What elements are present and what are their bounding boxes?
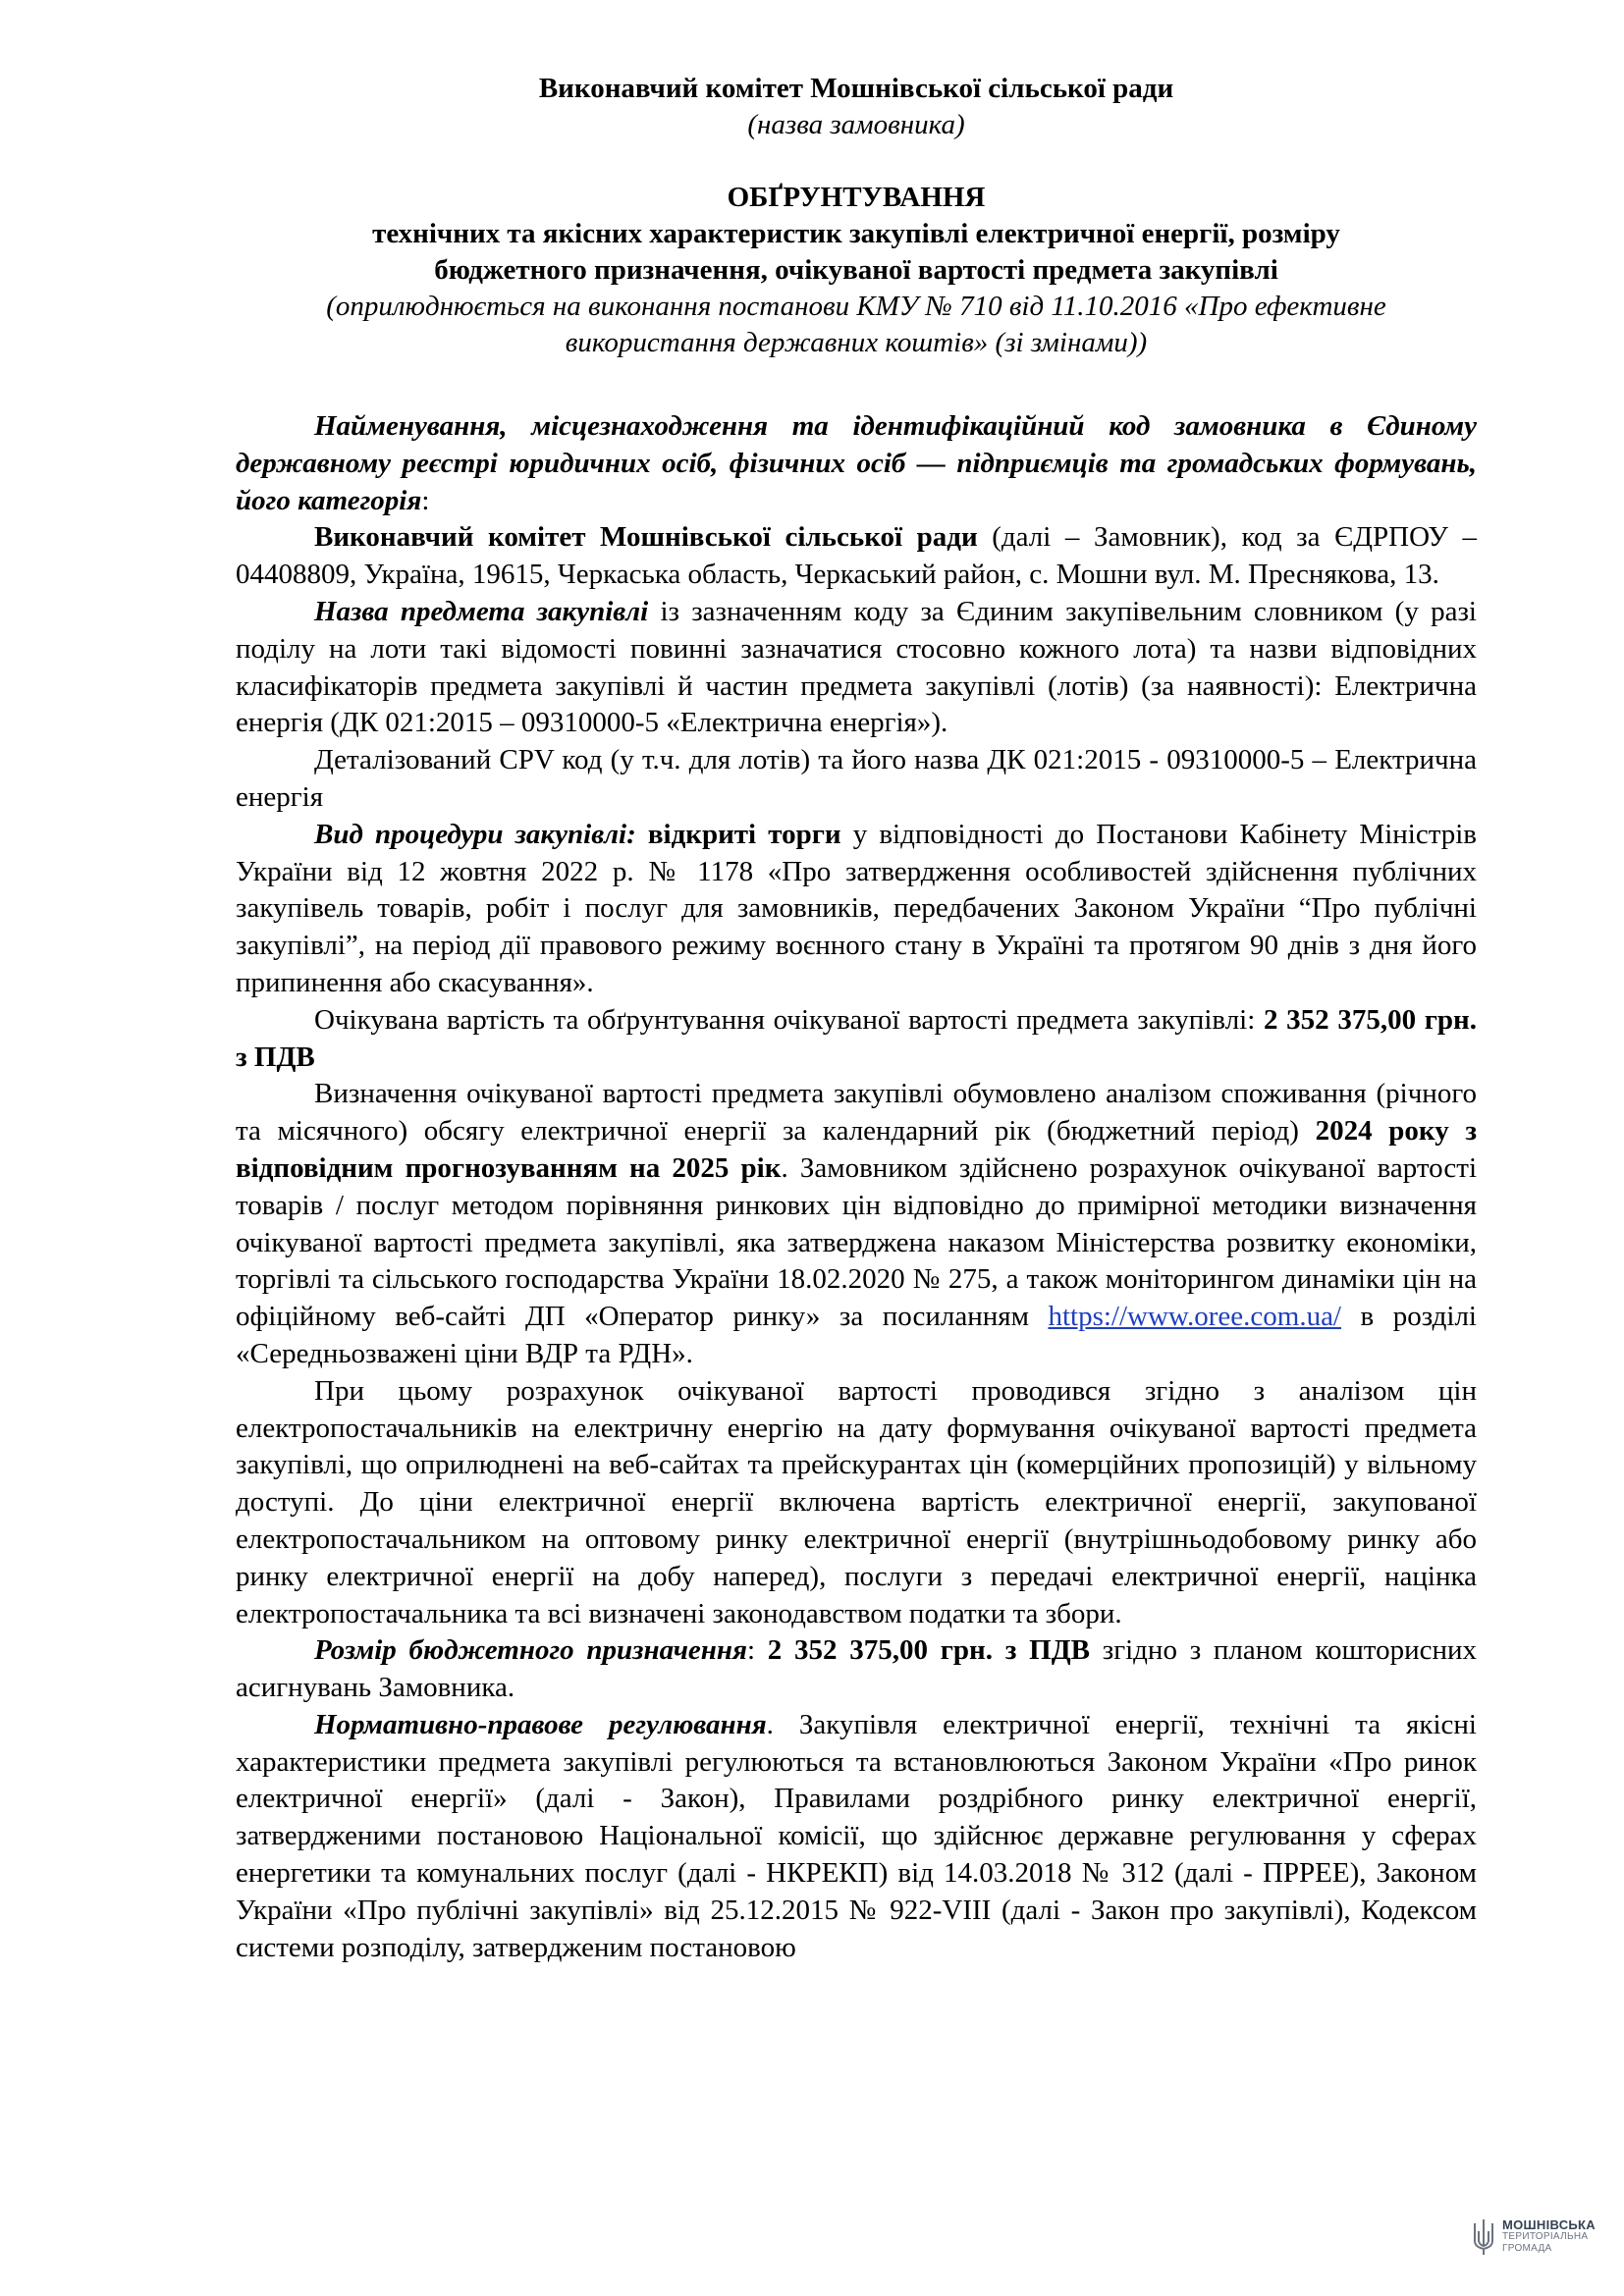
paragraph-procedure: Вид процедури закупівлі: відкриті торги у відповідності до Постанови Кабінету Міністрів України від 12 жовтня 2022 р. № 1178 «Про затвердження особливостей здійснення публічних закупівель товарів, робіт і послуг для замовників, передбачених Законом України “Про публічні закупівлі”, на період дії правового режиму воєнного стану в Україні та протягом 90 днів з дня його припинення або скасування». xyxy=(236,818,1477,998)
document-subtitle-line2: бюджетного призначення, очікуваної вартості предмета закупівлі xyxy=(434,254,1278,286)
regulation-label: Нормативно-правове регулювання xyxy=(314,1708,767,1740)
forecast-period: 2024 року з відповідним прогнозуванням на 2025 рік xyxy=(236,1115,1477,1184)
document-note-line2: використання державних коштів» (зі змінами)) xyxy=(565,327,1148,358)
document-page xyxy=(236,71,1477,1966)
paragraph-customer-details: Виконавчий комітет Мошнівської сільської ради (далі – Замовник), код за ЄДРПОУ – 04408809, Україна, 19615, Черкаська область, Черкаський район, с. Мошни вул. М. Преснякова, 13. xyxy=(236,521,1477,591)
customer-name-inline: Виконавчий комітет Мошнівської сільської ради xyxy=(314,521,978,554)
budget-label: Розмір бюджетного призначення xyxy=(314,1634,747,1667)
paragraph-customer-info: Найменування, місцезнаходження та ідентифікаційний код замовника в Єдиному державному реєстрі юридичних осіб, фізичних осіб — підприємців та громадських формувань, його категорія: xyxy=(236,410,1477,516)
trident-icon xyxy=(1471,2217,1496,2257)
document-subtitle-line1: технічних та якісних характеристик закупівлі електричної енергії, розміру xyxy=(372,218,1340,249)
community-logo xyxy=(1471,2214,1618,2261)
customer-name: Виконавчий комітет Мошнівської сільської ради xyxy=(538,73,1174,104)
paragraph-price-analysis: При цьому розрахунок очікуваної вартості проводився згідно з аналізом цін електропостачальників на електричну енергію на дату формування очікуваної вартості предмета закупівлі, що оприлюднені на веб-сайтах та прейскурантах цін (комерційних пропозицій) у вільному доступі. До ціни електричної енергії включена вартість електричної енергії, закупованої електропостачальником на оптовому ринку електричної енергії (внутрішньодобовому ринку або ринку електричної енергії на добу наперед), послуги з передачі електричної енергії, націнка електропостачальника та всі визначені законодавством податки та збори. xyxy=(236,1374,1477,1629)
document-title: ОБҐРУНТУВАННЯ xyxy=(727,182,986,213)
document-header xyxy=(236,71,1477,361)
paragraph-regulation: Нормативно-правове регулювання. Закупівля електричної енергії, технічні та якісні характеристики предмета закупівлі регулюються та встановлюються Законом України «Про ринок електричної енергії» (далі - Закон), Правилами роздрібного ринку електричної енергії, затвердженими постановою Національної комісії, що здійснює державне регулювання у сферах енергетики та комунальних послуг (далі - НКРЕКП) від 14.03.2018 № 312 (далі - ПРРЕЕ), Законом України «Про публічні закупівлі» від 25.12.2015 № 922-VIII (далі - Закон про закупівлі), Кодексом системи розподілу, затвердженим постановою xyxy=(236,1708,1477,1963)
expected-value-amount: 2 352 375,00 грн. з ПДВ xyxy=(236,1003,1477,1073)
document-note-line1: (оприлюднюється на виконання постанови КМУ № 710 від 11.10.2016 «Про ефективне xyxy=(326,291,1386,322)
paragraph-cpv: Деталізований CPV код (у т.ч. для лотів) та його назва ДК 021:2015 - 09310000-5 – Електрична енергія xyxy=(236,744,1477,813)
document-body xyxy=(236,408,1477,1966)
paragraph-value-justification: Визначення очікуваної вартості предмета закупівлі обумовлено аналізом споживання (річного та місячного) обсягу електричної енергії за календарний рік (бюджетний період) 2024 року з відповідним прогнозуванням на 2025 рік. Замовником здійснено розрахунок очікуваної вартості товарів / послуг методом порівняння ринкових цін відповідно до примірної методики визначення очікуваної вартості предмета закупівлі, яка затверджена наказом Міністерства розвитку економіки, торгівлі та сільського господарства України 18.02.2020 № 275, а також моніторингом динаміки цін на офіційному веб-сайті ДП «Оператор ринку» за посиланням https://www.oree.com.ua/ в розділі «Середньозважені ціни ВДР та РДН». xyxy=(236,1078,1477,1369)
paragraph-expected-value: Очікувана вартість та обґрунтування очікуваної вартості предмета закупівлі: 2 352 375,00 грн. з ПДВ xyxy=(236,1003,1477,1073)
procedure-label: Вид процедури закупівлі: xyxy=(314,818,636,850)
paragraph-subject: Назва предмета закупівлі із зазначенням коду за Єдиним закупівельним словником (у разі поділу на лоти такі відомості повинні зазначатися стосовно кожного лота) та назви відповідних класифікаторів предмета закупівлі й частин предмета закупівлі (лотів) (за наявності): Електрична енергія (ДК 021:2015 – 09310000-5 «Електрична енергія»). xyxy=(236,595,1477,739)
procedure-type: відкриті торги xyxy=(635,818,841,850)
customer-info-label: Найменування, місцезнаходження та ідентифікаційний код замовника в Єдиному державному реєстрі юридичних осіб, фізичних осіб — підприємців та громадських формувань, його категорія xyxy=(236,410,1477,516)
oree-link[interactable]: https://www.oree.com.ua/ xyxy=(1048,1301,1341,1333)
budget-amount: 2 352 375,00 грн. з ПДВ xyxy=(767,1634,1091,1667)
paragraph-budget: Розмір бюджетного призначення: 2 352 375,00 грн. з ПДВ згідно з планом кошторисних асигнувань Замовника. xyxy=(236,1634,1477,1704)
customer-caption: (назва замовника) xyxy=(747,109,965,140)
subject-label: Назва предмета закупівлі xyxy=(314,595,649,627)
logo-text: МОШНІВСЬКА ТЕРИТОРІАЛЬНА ГРОМАДА xyxy=(1502,2217,1596,2254)
